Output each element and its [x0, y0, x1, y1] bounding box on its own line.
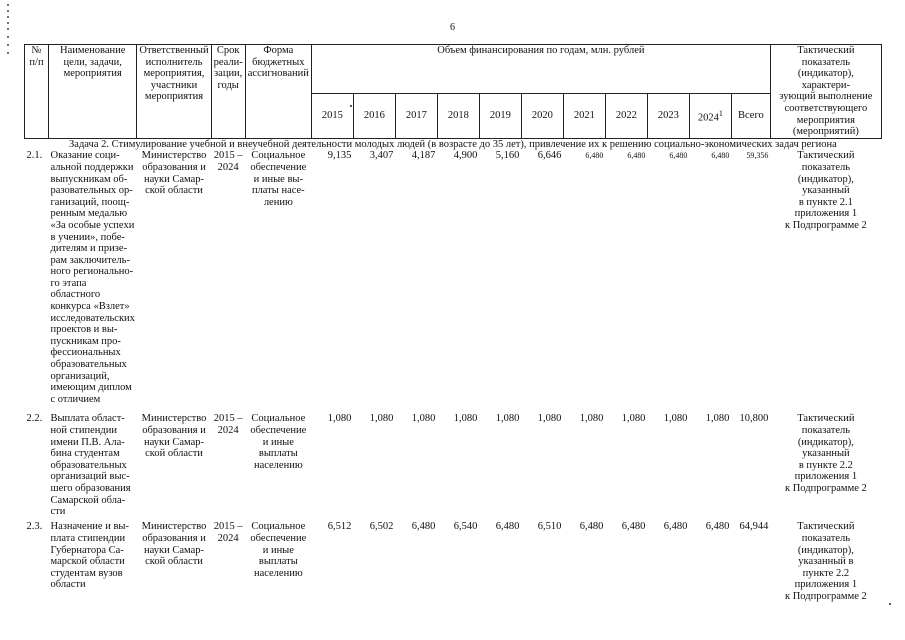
header-year: 2022 [605, 93, 647, 138]
funding-table [24, 44, 882, 611]
task-row [25, 138, 882, 150]
row-total: 64,944 [739, 521, 769, 533]
task-title: Задача 2. Стимулирование учебной и внеучебной деятельности молодых людей (в возрасте до 35 лет), привлечение их к решению социально-экономических задач региона [69, 138, 837, 150]
header-indicator: Тактический показатель (индикатор), характери- зующий выполнение соответствующего мероприятия (мероприятий) [770, 45, 881, 139]
row-value: 6,540 [453, 521, 478, 533]
row-term: 2015 – 2024 [213, 413, 243, 436]
row-responsible: Министерство образования и науки Самар- ской области [141, 521, 207, 568]
row-value: 6,480 [705, 521, 730, 533]
row-indicator: Тактический показатель (индикатор), указанный в пункте 2.2 приложения 1 к Подпрограмме 2 [784, 521, 867, 602]
header-responsible: Ответственный исполнитель мероприятия, участники мероприятия [137, 45, 211, 139]
header-year: 2021 [563, 93, 605, 138]
row-name: Назначение и вы- плата стипендии Губернатора Са- марской области студентам вузов области [50, 521, 129, 591]
scan-speck [889, 603, 891, 605]
row-form: Социальное обеспечение и иные вы- платы насе- лению [250, 150, 307, 208]
row-value: 1,080 [327, 413, 352, 425]
row-value: 5,160 [495, 150, 520, 162]
row-value: 9,135 [327, 150, 352, 162]
row-value: 1,080 [411, 413, 436, 425]
header-year: 2020 [521, 93, 563, 138]
row-value: 3,407 [369, 150, 394, 162]
row-value: 1,080 [579, 413, 604, 425]
row-name: Оказание соци- альной поддержки выпускникам об- разовательных ор- ганизаций, поощ- ренным медалью «За особые успехи в учении», побе- дителям и призе- рам заключитель- ного регионально- го этапа областного конкурса «Взлет» исследовательских проектов и вы- пускникам про- фессиональных образовательных организаций, имеющим диплом с отличием [50, 150, 135, 405]
header-form: Форма бюджетных ассигнований [245, 45, 311, 139]
row-value: 6,512 [327, 521, 352, 533]
row-value: 4,900 [453, 150, 478, 162]
row-num: 2.2. [26, 413, 43, 425]
row-value: 6,480 [711, 151, 730, 161]
page-number: 6 [450, 22, 455, 33]
row-indicator: Тактический показатель (индикатор), указанный в пункте 2.1 приложения 1 к Подпрограмме 2 [784, 150, 867, 231]
header-year: 2019 [479, 93, 521, 138]
table-row [25, 150, 882, 413]
row-value: 6,480 [669, 151, 688, 161]
row-value: 6,480 [627, 151, 646, 161]
row-value: 1,080 [453, 413, 478, 425]
row-value: 4,187 [411, 150, 436, 162]
row-form: Социальное обеспечение и иные выплаты населению [250, 413, 307, 471]
row-term: 2015 – 2024 [213, 521, 243, 544]
row-term: 2015 – 2024 [213, 150, 243, 173]
row-value: 6,480 [411, 521, 436, 533]
header-name: Наименование цели, задачи, мероприятия [49, 45, 137, 139]
header-row-top [25, 45, 882, 94]
row-value: 6,480 [579, 521, 604, 533]
footnote-mark: 1 [718, 108, 723, 118]
row-num: 2.3. [26, 521, 43, 533]
row-value: 1,080 [663, 413, 688, 425]
row-num: 2.1. [26, 150, 43, 162]
row-total: 10,800 [739, 413, 769, 425]
header-year: 2018 [437, 93, 479, 138]
row-value: 6,646 [537, 150, 562, 162]
header-funding: Объем финансирования по годам, млн. рублей [311, 45, 770, 94]
row-value: 6,480 [495, 521, 520, 533]
row-value: 6,480 [663, 521, 688, 533]
row-value: 1,080 [705, 413, 730, 425]
row-value: 6,480 [585, 151, 604, 161]
header-year: 2023 [647, 93, 689, 138]
row-indicator: Тактический показатель (индикатор), указанный в пункте 2.2 приложения 1 к Подпрограмме 2 [784, 413, 867, 494]
row-value: 1,080 [369, 413, 394, 425]
header-term: Срок реали- зации, годы [211, 45, 245, 139]
row-total: 59,356 [746, 151, 769, 161]
row-value: 6,480 [621, 521, 646, 533]
row-value: 6,502 [369, 521, 394, 533]
row-name: Выплата област- ной стипендии имени П.В. Ала- бина студентам образовательных организаций выс- шего образования Самарской обла- сти [50, 413, 131, 518]
scan-speck [350, 105, 352, 107]
table-row [25, 413, 882, 521]
row-value: 6,510 [537, 521, 562, 533]
row-responsible: Министерство образования и науки Самар- ской области [141, 150, 207, 197]
header-year-2024: 2024$^1$ [689, 93, 731, 138]
row-form: Социальное обеспечение и иные выплаты населению [250, 521, 307, 579]
row-value: 1,080 [537, 413, 562, 425]
header-year: 2017 [395, 93, 437, 138]
table-row [25, 521, 882, 611]
row-responsible: Министерство образования и науки Самар- ской области [141, 413, 207, 460]
row-value: 1,080 [495, 413, 520, 425]
header-total: Всего [731, 93, 770, 138]
header-num: № п/п [25, 45, 49, 139]
header-year: 2016 [353, 93, 395, 138]
row-value: 1,080 [621, 413, 646, 425]
header-year: 2015 [311, 93, 353, 138]
